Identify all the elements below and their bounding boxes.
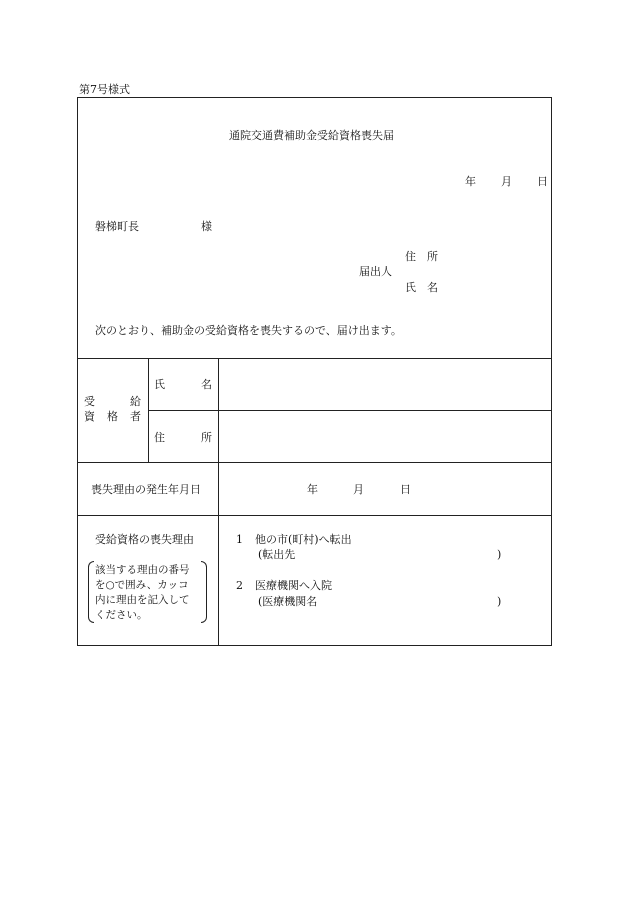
divider-value-col [218,358,219,646]
note-bracket-right [201,561,207,623]
occurrence-label: 喪失理由の発生年月日 [91,483,201,496]
recipient-address-label [154,432,212,443]
note-bracket-left [88,561,94,623]
occurrence-year: 年 [307,483,318,496]
reason-note-line: 該当する理由の番号 [95,564,190,576]
divider-recipient-col [148,358,149,462]
date-year: 年 [465,175,476,188]
form-number: 第7号様式 [79,83,130,96]
recipient-label-char: 格 [107,410,118,423]
option2-detail[interactable]: (医療機関名 [258,595,318,608]
occurrence-month: 月 [353,483,364,496]
occurrence-day: 日 [400,483,411,496]
option2-number[interactable]: 2 [236,579,243,592]
statement-text: 次のとおり、補助金の受給資格を喪失するので、届け出ます。 [95,324,402,337]
notifier-address-label: 住 所 [405,250,438,263]
date-month: 月 [501,175,512,188]
divider-reason-top [77,515,552,516]
recipient-label-char: 受 [84,395,95,408]
recipient-label-char: 資 [84,410,95,423]
form-title: 通院交通費補助金受給資格喪失届 [229,129,394,142]
addressee-honorific: 様 [201,220,212,233]
reason-note-line: ください。 [95,609,148,621]
recipient-address-label-char: 住 [154,431,165,444]
recipient-label-char: 給 [130,395,141,408]
notifier-label: 届出人 [359,265,392,278]
recipient-label-char: 者 [130,410,141,423]
option1-text: 他の市(町村)へ転出 [255,533,352,546]
recipient-name-label-char: 名 [201,378,212,391]
addressee-name: 磐梯町長 [95,220,139,233]
reason-note-line: 内に理由を記入して [95,594,190,606]
reason-note-line: を○で囲み、カッコ [95,579,189,591]
recipient-address-label-char: 所 [201,431,212,444]
date-day: 日 [537,175,548,188]
option1-detail[interactable]: (転出先 [258,548,296,561]
option2-close-paren: ) [497,595,502,608]
recipient-name-label [154,379,212,390]
reason-label: 受給資格の喪失理由 [95,533,194,546]
divider-recipient [148,410,552,411]
recipient-label-line2 [84,411,141,422]
option2-text: 医療機関へ入院 [255,579,332,592]
notifier-name-label: 氏 名 [405,281,438,294]
option1-number[interactable]: 1 [236,533,243,546]
recipient-label-line1 [84,396,141,407]
option1-close-paren: ) [497,548,502,561]
recipient-name-label-char: 氏 [154,378,165,391]
reason-note [95,563,190,623]
divider-occurrence-top [77,462,552,463]
